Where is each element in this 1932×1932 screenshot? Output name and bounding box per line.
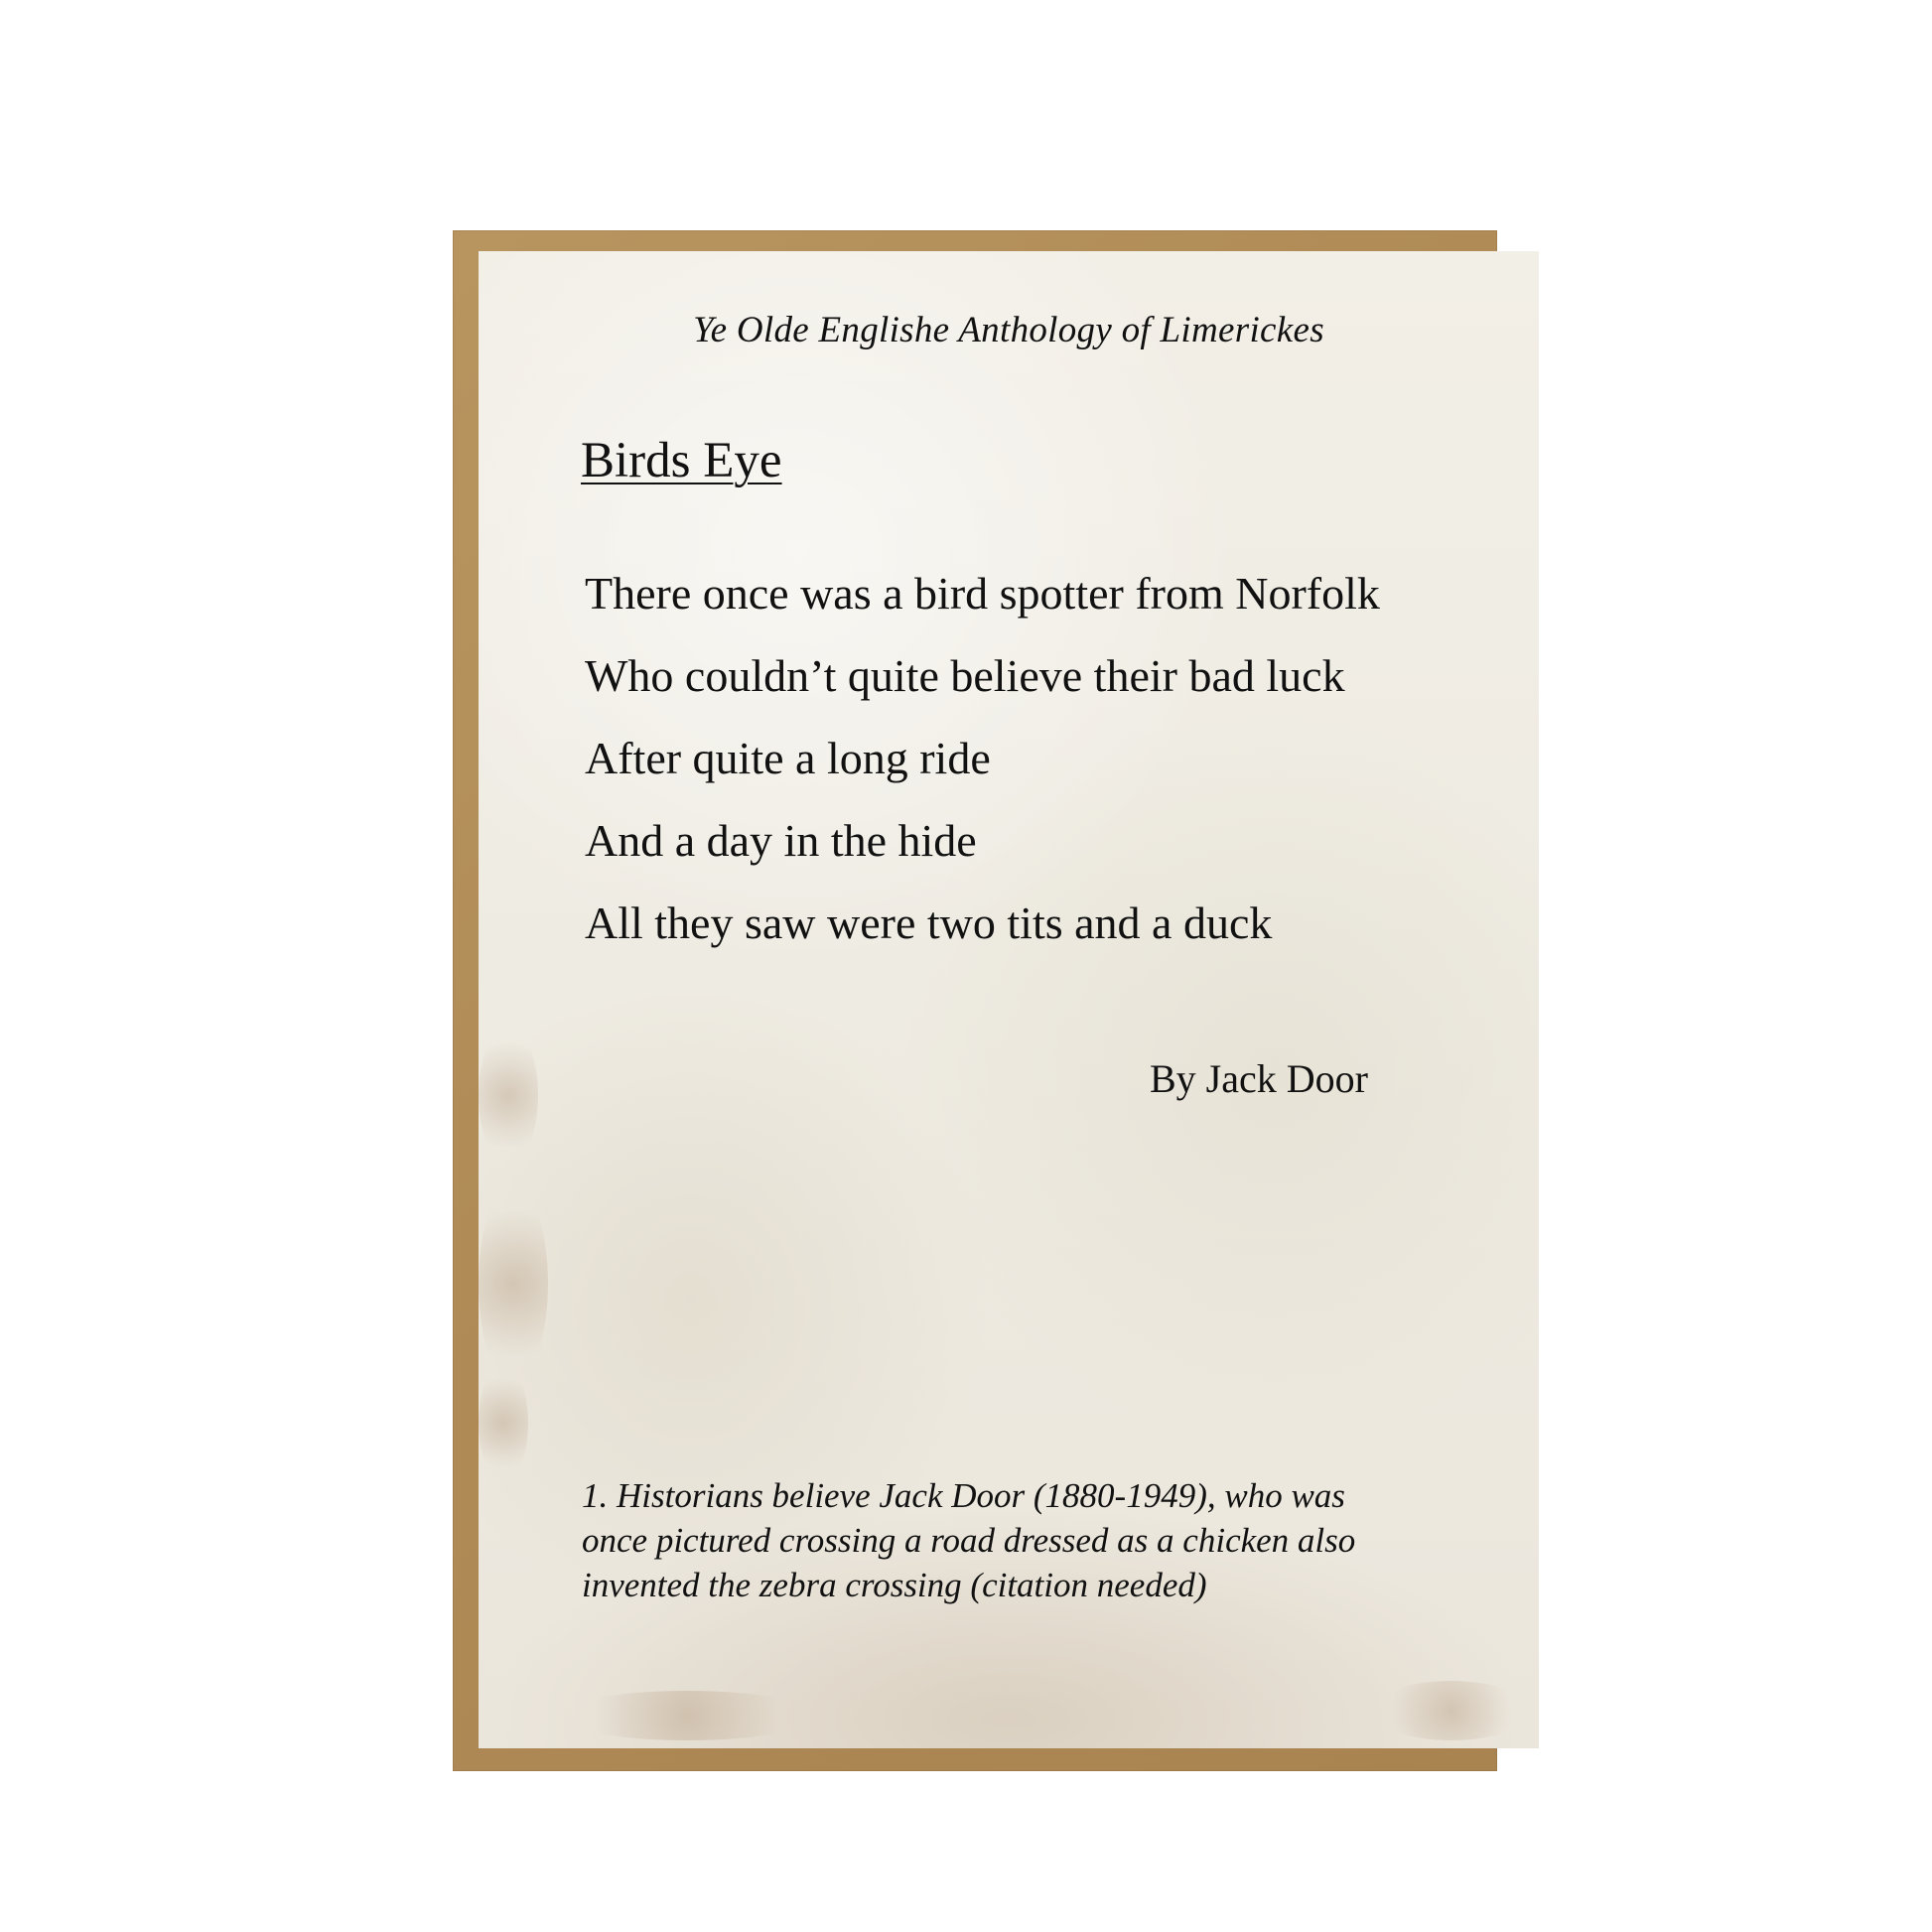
poem-line: There once was a bird spotter from Norfolk bbox=[585, 568, 1380, 619]
paper-stain bbox=[558, 1691, 816, 1740]
paper-stain bbox=[1372, 1681, 1531, 1740]
footnote-line: invented the zebra crossing (citation needed) bbox=[582, 1566, 1207, 1604]
poem-line: After quite a long ride bbox=[585, 733, 991, 783]
anthology-header: Ye Olde Englishe Anthology of Limerickes bbox=[693, 310, 1324, 350]
footnote-line: 1. Historians believe Jack Door (1880-1949), who was bbox=[582, 1476, 1345, 1515]
paper-card bbox=[479, 251, 1539, 1748]
poem-line: All they saw were two tits and a duck bbox=[585, 897, 1273, 948]
paper-stain bbox=[479, 1026, 538, 1165]
poem-line: Who couldn’t quite believe their bad luck bbox=[585, 650, 1345, 701]
author-credit: By Jack Door bbox=[1150, 1056, 1368, 1101]
paper-stain bbox=[479, 1184, 548, 1383]
poem-title: Birds Eye bbox=[581, 433, 782, 488]
poem-body bbox=[585, 565, 1380, 977]
footnote-line: once pictured crossing a road dressed as a chicken also bbox=[582, 1521, 1356, 1560]
footnote bbox=[582, 1473, 1355, 1607]
paper-stain bbox=[479, 1363, 528, 1482]
poem-line: And a day in the hide bbox=[585, 815, 977, 866]
